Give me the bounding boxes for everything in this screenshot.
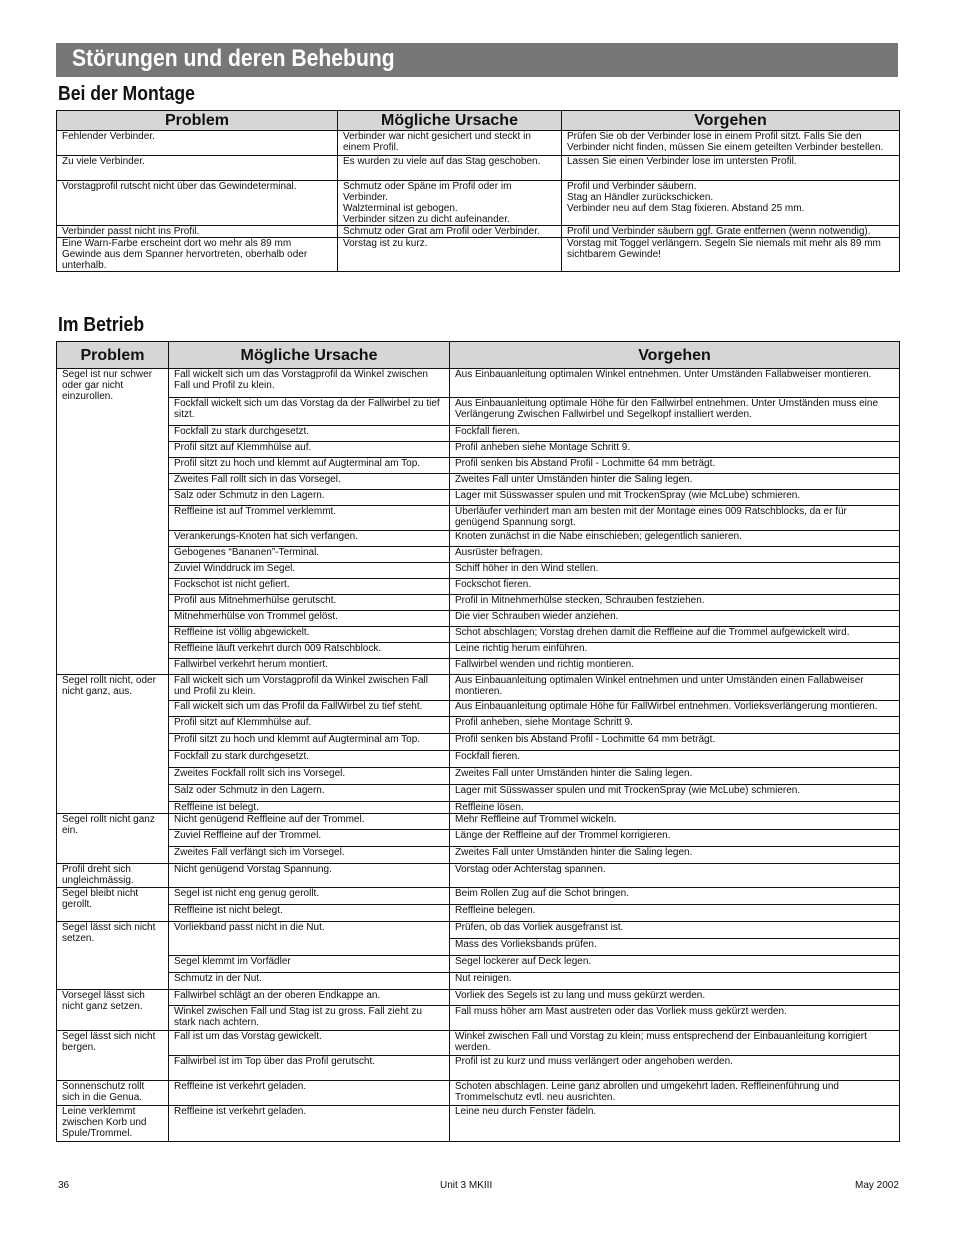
table-row bbox=[57, 426, 900, 442]
ursache-cell: Nicht genügend Vorstag Spannung. bbox=[169, 864, 450, 888]
section-heading-montage: Bei der Montage bbox=[58, 83, 195, 105]
ursache-cell: Mitnehmerhülse von Trommel gelöst. bbox=[169, 611, 450, 627]
montage-table bbox=[56, 110, 900, 272]
ursache-cell: Es wurden zu viele auf das Stag geschoben. bbox=[338, 156, 562, 181]
ursache-cell: Reffleine ist nicht belegt. bbox=[169, 905, 450, 922]
table-row bbox=[57, 547, 900, 563]
problem-cell: Segel lässt sich nicht bergen. bbox=[57, 1031, 169, 1081]
vorgehen-cell: Profil senken bis Abstand Profil - Lochmitte 64 mm beträgt. bbox=[450, 734, 900, 751]
vorgehen-cell: Fockschot fieren. bbox=[450, 579, 900, 595]
vorgehen-cell: Zweites Fall unter Umständen hinter die Saling legen. bbox=[450, 847, 900, 864]
section-heading-betrieb: Im Betrieb bbox=[58, 314, 145, 336]
vorgehen-cell: Leine richtig herum einführen. bbox=[450, 643, 900, 659]
vorgehen-cell: Länge der Reffleine auf der Trommel korrigieren. bbox=[450, 830, 900, 847]
ursache-cell: Reffleine läuft verkehrt durch 009 Ratschblock. bbox=[169, 643, 450, 659]
ursache-cell: Vorliekband passt nicht in die Nut. bbox=[169, 922, 450, 956]
ursache-cell: Profil sitzt auf Klemmhülse auf. bbox=[169, 442, 450, 458]
ursache-cell: Fockschot ist nicht gefiert. bbox=[169, 579, 450, 595]
problem-cell: Eine Warn-Farbe erscheint dort wo mehr als 89 mm Gewinde aus dem Spanner hervortreten, oberhalb oder unterhalb. bbox=[57, 238, 338, 272]
vorgehen-cell: Profil und Verbinder säubern. Stag an Händler zurückschicken. Verbinder neu auf dem Stag fixieren. Abstand 25 mm. bbox=[562, 181, 900, 226]
table-row bbox=[57, 156, 900, 181]
problem-cell: Segel lässt sich nicht setzen. bbox=[57, 922, 169, 990]
table-row bbox=[57, 627, 900, 643]
ursache-cell: Fockfall wickelt sich um das Vorstag da der Fallwirbel zu tief sitzt. bbox=[169, 398, 450, 426]
table-row bbox=[57, 506, 900, 531]
ursache-cell: Zuviel Reffleine auf der Trommel. bbox=[169, 830, 450, 847]
table-row bbox=[57, 595, 900, 611]
problem-cell: Sonnenschutz rollt sich in die Genua. bbox=[57, 1081, 169, 1106]
table-row bbox=[57, 659, 900, 675]
vorgehen-cell: Profil anheben siehe Montage Schritt 9. bbox=[450, 442, 900, 458]
table-row bbox=[57, 802, 900, 814]
ursache-cell: Nicht genügend Reffleine auf der Trommel. bbox=[169, 814, 450, 830]
ursache-cell: Schmutz in der Nut. bbox=[169, 973, 450, 990]
vorgehen-cell: Aus Einbauanleitung optimale Höhe für den Fallwirbel entnehmen. Unter Umständen muss eine Verlängerung Zwischen Fallwirbel und Segelkopf installiert werden. bbox=[450, 398, 900, 426]
table-row bbox=[57, 768, 900, 785]
vorgehen-cell: Ausrüster befragen. bbox=[450, 547, 900, 563]
vorgehen-cell: Fall muss höher am Mast austreten oder das Vorliek muss gekürzt werden. bbox=[450, 1006, 900, 1031]
vorgehen-cell: Profil ist zu kurz und muss verlängert oder angehoben werden. bbox=[450, 1056, 900, 1081]
table-row bbox=[57, 442, 900, 458]
problem-cell: Vorstagprofil rutscht nicht über das Gewindeterminal. bbox=[57, 181, 338, 226]
table-row bbox=[57, 458, 900, 474]
header-problem: Problem bbox=[57, 342, 169, 369]
table-row bbox=[57, 701, 900, 717]
header-ursache: Mögliche Ursache bbox=[169, 342, 450, 369]
vorgehen-cell: Vorstag oder Achterstag spannen. bbox=[450, 864, 900, 888]
page-number: 36 bbox=[58, 1180, 70, 1191]
ursache-cell: Profil sitzt auf Klemmhülse auf. bbox=[169, 717, 450, 734]
ursache-cell: Zweites Fockfall rollt sich ins Vorsegel. bbox=[169, 768, 450, 785]
vorgehen-cell: Aus Einbauanleitung optimalen Winkel entnehmen. Unter Umständen Fallabweiser montieren. bbox=[450, 369, 900, 398]
table-row bbox=[57, 474, 900, 490]
ursache-cell: Reffleine ist verkehrt geladen. bbox=[169, 1106, 450, 1142]
ursache-cell: Vorstag ist zu kurz. bbox=[338, 238, 562, 272]
table-row bbox=[57, 785, 900, 802]
footer-model: Unit 3 MKIII bbox=[440, 1180, 493, 1191]
table-row bbox=[57, 956, 900, 973]
vorgehen-cell: Zweites Fall unter Umständen hinter die Saling legen. bbox=[450, 768, 900, 785]
ursache-cell: Fockfall zu stark durchgesetzt. bbox=[169, 426, 450, 442]
header-vorgehen: Vorgehen bbox=[562, 111, 900, 131]
vorgehen-cell: Fallwirbel wenden und richtig montieren. bbox=[450, 659, 900, 675]
vorgehen-cell: Schot abschlagen; Vorstag drehen damit die Reffleine auf die Trommel aufgewickelt wird. bbox=[450, 627, 900, 643]
header-problem: Problem bbox=[57, 111, 338, 131]
ursache-cell: Profil aus Mitnehmerhülse gerutscht. bbox=[169, 595, 450, 611]
vorgehen-cell: Aus Einbauanleitung optimalen Winkel entnehmen und unter Umständen einen Fallabweiser montieren. bbox=[450, 675, 900, 701]
header-ursache: Mögliche Ursache bbox=[338, 111, 562, 131]
vorgehen-cell: Vorstag mit Toggel verlängern. Segeln Sie niemals mit mehr als 89 mm sichtbarem Gewinde! bbox=[562, 238, 900, 272]
betrieb-table bbox=[56, 341, 900, 1142]
table-row bbox=[57, 888, 900, 905]
ursache-cell: Fall wickelt sich um Vorstagprofil da Winkel zwischen Fall und Profil zu klein. bbox=[169, 675, 450, 701]
vorgehen-cell: Reffleine belegen. bbox=[450, 905, 900, 922]
problem-cell: Vorsegel lässt sich nicht ganz setzen. bbox=[57, 990, 169, 1031]
vorgehen-cell: Fockfall fieren. bbox=[450, 426, 900, 442]
table-row bbox=[57, 398, 900, 426]
ursache-cell: Winkel zwischen Fall und Stag ist zu gross. Fall zieht zu stark nach achtern. bbox=[169, 1006, 450, 1031]
table-row bbox=[57, 131, 900, 156]
vorgehen-cell: Fockfall fieren. bbox=[450, 751, 900, 768]
vorgehen-cell: Winkel zwischen Fall und Vorstag zu klein; muss entsprechend der Einbauanleitung korrigiert werden. bbox=[450, 1031, 900, 1056]
vorgehen-cell: Lager mit Süsswasser spulen und mit TrockenSpray (wie McLube) schmieren. bbox=[450, 785, 900, 802]
header-vorgehen: Vorgehen bbox=[450, 342, 900, 369]
table-row bbox=[57, 864, 900, 888]
problem-cell: Profil dreht sich ungleichmässig. bbox=[57, 864, 169, 888]
table-row bbox=[57, 531, 900, 547]
table-row bbox=[57, 226, 900, 238]
ursache-cell: Zweites Fall verfängt sich im Vorsegel. bbox=[169, 847, 450, 864]
ursache-cell: Schmutz oder Späne im Profil oder im Verbinder. Walzterminal ist gebogen. Verbinder sitzen zu dicht aufeinander. bbox=[338, 181, 562, 226]
title-bar bbox=[56, 43, 898, 77]
table-row bbox=[57, 1081, 900, 1106]
ursache-cell: Schmutz oder Grat am Profil oder Verbinder. bbox=[338, 226, 562, 238]
problem-cell: Verbinder passt nicht ins Profil. bbox=[57, 226, 338, 238]
table-row bbox=[57, 990, 900, 1006]
ursache-cell: Profil sitzt zu hoch und klemmt auf Augterminal am Top. bbox=[169, 458, 450, 474]
table-row bbox=[57, 830, 900, 847]
vorgehen-cell: Profil senken bis Abstand Profil - Lochmitte 64 mm beträgt. bbox=[450, 458, 900, 474]
ursache-cell: Fallwirbel schlägt an der oberen Endkappe an. bbox=[169, 990, 450, 1006]
ursache-cell: Zweites Fall rollt sich in das Vorsegel. bbox=[169, 474, 450, 490]
ursache-cell: Segel ist nicht eng genug gerollt. bbox=[169, 888, 450, 905]
problem-cell: Segel rollt nicht ganz ein. bbox=[57, 814, 169, 864]
ursache-cell: Reffleine ist belegt. bbox=[169, 802, 450, 814]
table-row bbox=[57, 238, 900, 272]
page-title: Störungen und deren Behebung bbox=[72, 45, 395, 72]
ursache-cell: Reffleine ist auf Trommel verklemmt. bbox=[169, 506, 450, 531]
vorgehen-cell: Lassen Sie einen Verbinder lose im untersten Profil. bbox=[562, 156, 900, 181]
table-row bbox=[57, 1106, 900, 1142]
vorgehen-cell: Vorliek des Segels ist zu lang und muss gekürzt werden. bbox=[450, 990, 900, 1006]
vorgehen-cell: Knoten zunächst in die Nabe einschieben; gelegentlich sanieren. bbox=[450, 531, 900, 547]
vorgehen-cell: Mass des Vorlieksbands prüfen. bbox=[450, 939, 900, 956]
table-row bbox=[57, 905, 900, 922]
ursache-cell: Fallwirbel ist im Top über das Profil gerutscht. bbox=[169, 1056, 450, 1081]
ursache-cell: Segel klemmt im Vorfädler bbox=[169, 956, 450, 973]
ursache-cell: Fall ist um das Vorstag gewickelt. bbox=[169, 1031, 450, 1056]
ursache-cell: Salz oder Schmutz in den Lagern. bbox=[169, 490, 450, 506]
vorgehen-cell: Profil und Verbinder säubern ggf. Grate entfernen (wenn notwendig). bbox=[562, 226, 900, 238]
vorgehen-cell: Schiff höher in den Wind stellen. bbox=[450, 563, 900, 579]
table-row bbox=[57, 1056, 900, 1081]
table-row bbox=[57, 847, 900, 864]
problem-cell: Zu viele Verbinder. bbox=[57, 156, 338, 181]
vorgehen-cell: Profil anheben, siehe Montage Schritt 9. bbox=[450, 717, 900, 734]
ursache-cell: Fall wickelt sich um das Profil da FallWirbel zu tief steht. bbox=[169, 701, 450, 717]
problem-cell: Leine verklemmt zwischen Korb und Spule/Trommel. bbox=[57, 1106, 169, 1142]
table-row bbox=[57, 751, 900, 768]
table-row bbox=[57, 973, 900, 990]
ursache-cell: Fockfall zu stark durchgesetzt. bbox=[169, 751, 450, 768]
problem-cell: Segel ist nur schwer oder gar nicht einzurollen. bbox=[57, 369, 169, 675]
vorgehen-cell: Leine neu durch Fenster fädeln. bbox=[450, 1106, 900, 1142]
ursache-cell: Reffleine ist völlig abgewickelt. bbox=[169, 627, 450, 643]
table-row bbox=[57, 181, 900, 226]
table-row bbox=[57, 611, 900, 627]
vorgehen-cell: Mehr Reffleine auf Trommel wickeln. bbox=[450, 814, 900, 830]
vorgehen-cell: Überläufer verhindert man am besten mit der Montage eines 009 Ratschblocks, da er für genügend Spannung sorgt. bbox=[450, 506, 900, 531]
vorgehen-cell: Prüfen, ob das Vorliek ausgefranst ist. bbox=[450, 922, 900, 939]
table-row bbox=[57, 563, 900, 579]
vorgehen-cell: Die vier Schrauben wieder anziehen. bbox=[450, 611, 900, 627]
problem-cell: Fehlender Verbinder. bbox=[57, 131, 338, 156]
table-row bbox=[57, 369, 900, 398]
ursache-cell: Salz oder Schmutz in den Lagern. bbox=[169, 785, 450, 802]
table-row bbox=[57, 1006, 900, 1031]
table-row bbox=[57, 717, 900, 734]
vorgehen-cell: Nut reinigen. bbox=[450, 973, 900, 990]
vorgehen-cell: Segel lockerer auf Deck legen. bbox=[450, 956, 900, 973]
ursache-cell: Gebogenes “Bananen”-Terminal. bbox=[169, 547, 450, 563]
vorgehen-cell: Schoten abschlagen. Leine ganz abrollen und umgekehrt laden. Reffleinenführung und Trommelschutz evtl. neu ausrichten. bbox=[450, 1081, 900, 1106]
ursache-cell: Zuviel Winddruck im Segel. bbox=[169, 563, 450, 579]
vorgehen-cell: Profil in Mitnehmerhülse stecken, Schrauben festziehen. bbox=[450, 595, 900, 611]
vorgehen-cell: Lager mit Süsswasser spulen und mit TrockenSpray (wie McLube) schmieren. bbox=[450, 490, 900, 506]
ursache-cell: Fallwirbel verkehrt herum montiert. bbox=[169, 659, 450, 675]
table-row bbox=[57, 579, 900, 595]
table-row bbox=[57, 1031, 900, 1056]
ursache-cell: Verbinder war nicht gesichert und steckt in einem Profil. bbox=[338, 131, 562, 156]
problem-cell: Segel bleibt nicht gerollt. bbox=[57, 888, 169, 922]
vorgehen-cell: Reffleine lösen. bbox=[450, 802, 900, 814]
vorgehen-cell: Aus Einbauanleitung optimale Höhe für FallWirbel entnehmen. Vorlieksverlängerung montieren. bbox=[450, 701, 900, 717]
ursache-cell: Profil sitzt zu hoch und klemmt auf Augterminal am Top. bbox=[169, 734, 450, 751]
ursache-cell: Fall wickelt sich um das Vorstagprofil da Winkel zwischen Fall und Profil zu klein. bbox=[169, 369, 450, 398]
table-row bbox=[57, 643, 900, 659]
table-row bbox=[57, 490, 900, 506]
table-row bbox=[57, 675, 900, 701]
problem-cell: Segel rollt nicht, oder nicht ganz, aus. bbox=[57, 675, 169, 814]
table-row bbox=[57, 922, 900, 939]
ursache-cell: Verankerungs-Knoten hat sich verfangen. bbox=[169, 531, 450, 547]
footer-date: May 2002 bbox=[855, 1180, 899, 1191]
vorgehen-cell: Prüfen Sie ob der Verbinder lose in einem Profil sitzt. Falls Sie den Verbinder nicht finden, müssen Sie einem geteilten Verbinder bestellen. bbox=[562, 131, 900, 156]
table-row bbox=[57, 814, 900, 830]
vorgehen-cell: Beim Rollen Zug auf die Schot bringen. bbox=[450, 888, 900, 905]
table-row bbox=[57, 734, 900, 751]
vorgehen-cell: Zweites Fall unter Umständen hinter die Saling legen. bbox=[450, 474, 900, 490]
ursache-cell: Reffleine ist verkehrt geladen. bbox=[169, 1081, 450, 1106]
